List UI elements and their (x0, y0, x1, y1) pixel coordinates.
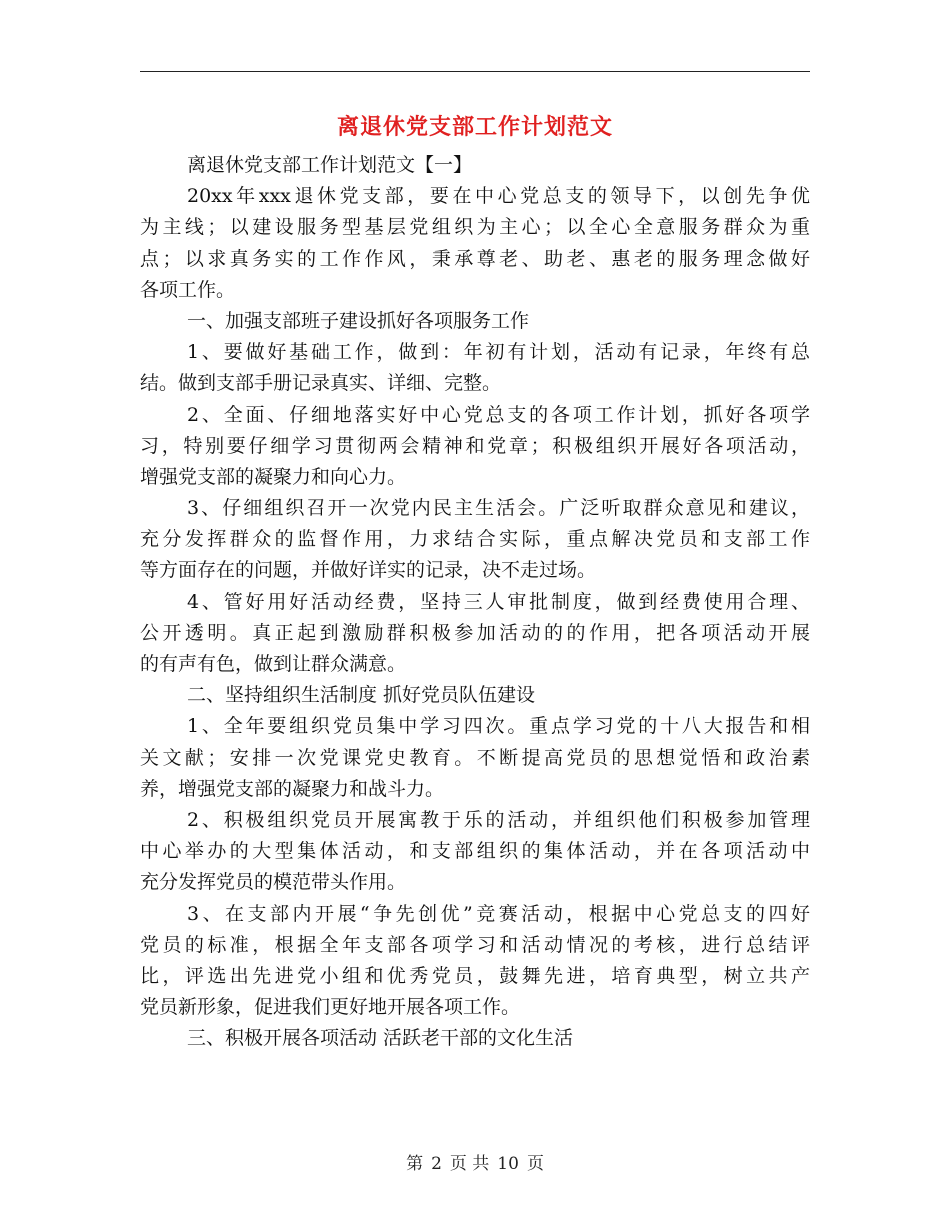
text-line: 公开透明。真正起到激励群积极参加活动的的作用，把各项活动开展 (140, 621, 810, 644)
text-line: 结。做到支部手册记录真实、详细、完整。 (140, 372, 502, 395)
footer-prefix: 第 (406, 1154, 424, 1174)
text-line: 二、坚持组织生活制度 抓好党员队伍建设 (187, 684, 536, 707)
current-page-number: 2 (431, 1154, 442, 1174)
text-line: 充分发挥群众的监督作用，力求结合实际，重点解决党员和支部工作 (140, 528, 810, 551)
text-line: 党员新形象，促进我们更好地开展各项工作。 (140, 996, 521, 1019)
text-line: 1、要做好基础工作，做到：年初有计划，活动有记录，年终有总 (187, 341, 810, 364)
text-line: 各项工作。 (140, 278, 236, 301)
text-line: 为主线；以建设服务型基层党组织为主心；以全心全意服务群众为重 (140, 216, 810, 239)
text-line: 三、积极开展各项活动 活跃老干部的文化生活 (187, 1027, 574, 1050)
text-line: 比，评选出先进党小组和优秀党员，鼓舞先进，培育典型，树立共产 (140, 964, 810, 987)
text-line: 习，特别要仔细学习贯彻两会精神和党章；积极组织开展好各项活动， (140, 434, 810, 457)
text-line: 充分发挥党员的模范带头作用。 (140, 871, 407, 894)
text-line: 2、全面、仔细地落实好中心党总支的各项工作计划，抓好各项学 (187, 403, 810, 426)
text-line: 离退休党支部工作计划范文【一】 (187, 154, 473, 176)
footer-mid: 页 共 (449, 1154, 490, 1174)
text-line: 一、加强支部班子建设抓好各项服务工作 (187, 309, 530, 332)
text-line: 3、仔细组织召开一次党内民主生活会。广泛听取群众意见和建议， (187, 497, 810, 520)
text-line: 增强党支部的凝聚力和向心力。 (140, 465, 407, 488)
text-line: 20xx年xxx退休党支部，要在中心党总支的领导下，以创先争优 (187, 185, 810, 208)
document-title: 离退休党支部工作计划范文 (336, 114, 613, 140)
text-line: 2、积极组织党员开展寓教于乐的活动，并组织他们积极参加管理 (187, 808, 810, 831)
document-body (140, 150, 810, 1054)
text-line: 中心举办的大型集体活动，和支部组织的集体活动，并在各项活动中 (140, 840, 810, 863)
text-line: 4、管好用好活动经费，坚持三人审批制度，做到经费使用合理、 (187, 590, 810, 613)
page-footer (0, 1152, 950, 1176)
text-line: 的有声有色，做到让群众满意。 (140, 653, 407, 675)
header-rule (140, 71, 810, 72)
text-line: 1、全年要组织党员集中学习四次。重点学习党的十八大报告和相 (187, 715, 810, 738)
text-line: 党员的标准，根据全年支部各项学习和活动情况的考核，进行总结评 (140, 933, 810, 956)
text-line: 关文献；安排一次党课党史教育。不断提高党员的思想觉悟和政治素 (140, 746, 810, 769)
text-line: 养，增强党支部的凝聚力和战斗力。 (140, 777, 445, 800)
footer-suffix: 页 (526, 1154, 544, 1174)
text-line: 点；以求真务实的工作作风，秉承尊老、助老、惠老的服务理念做好 (140, 247, 810, 270)
text-line: 3、在支部内开展“争先创优”竞赛活动，根据中心党总支的四好 (187, 902, 810, 925)
total-pages-number: 10 (497, 1154, 519, 1174)
text-line: 等方面存在的问题，并做好详实的记录，决不走过场。 (140, 559, 597, 582)
